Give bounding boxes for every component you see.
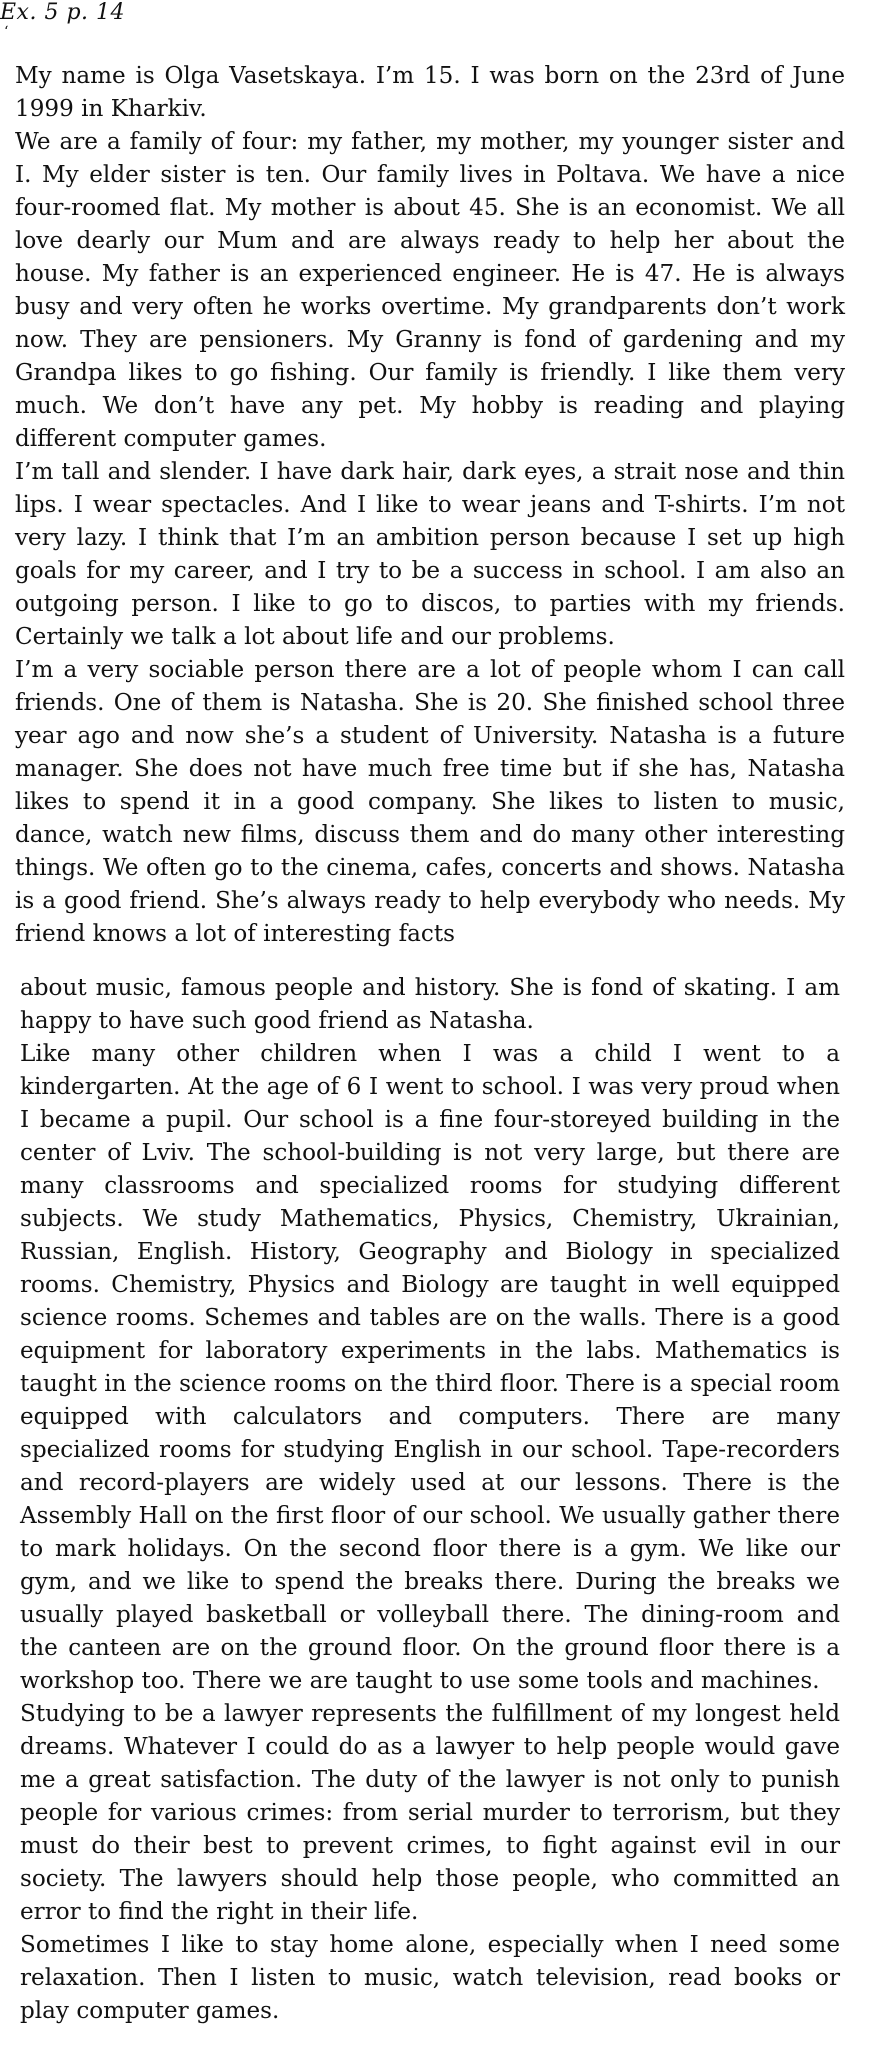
paragraph-family: We are a family of four: my father, my mother, my younger sister and I. My elder sister is ten. Our family lives in Poltava. We have a nice four-roomed flat. My mother is about 45. She is an economist. We all love dearly our Mum and are always ready to help her about the house. My father is an experienced engineer. He is 47. He is always busy and very often he works overtime. My grandparents don’t work now. They are pensioners. My Granny is fond of gardening and my Grandpa likes to go fishing. Our family is friendly. I like them very much. We don’t have any pet. My hobby is reading and playing different computer games. [15,129,845,452]
text-block-bottom [20,972,840,2028]
pen-mark: ‘ [4,24,9,40]
paragraph-appearance: I’m tall and slender. I have dark hair, dark eyes, a strait nose and thin lips. I wear spectacles. And I like to wear jeans and T-shirts. I’m not very lazy. I think that I’m an ambition person because I set up high goals for my career, and I try to be a success in school. I am also an outgoing person. I like to go to discos, to parties with my friends. Certainly we talk a lot about life and our problems. [15,459,845,650]
paragraph-relaxation: Sometimes I like to stay home alone, especially when I need some relaxation. Then I listen to music, watch television, read books or play computer games. [20,1932,840,2024]
paragraph-school: Like many other children when I was a child I went to a kindergarten. At the age of 6 I went to school. I was very proud when I became a pupil. Our school is a fine four-storeyed building in the center of Lviv. The school-building is not very large, but there are many classrooms and specialized rooms for studying different subjects. We study Mathematics, Physics, Chemistry, Ukrainian, Russian, English. History, Geography and Biology in specialized rooms. Chemistry, Physics and Biology are taught in well equipped science rooms. Schemes and tables are on the walls. There is a good equipment for laboratory experiments in the labs. Mathematics is taught in the science rooms on the third floor. There is a special room equipped with calculators and computers. There are many specialized rooms for studying English in our school. Tape-recorders and record-players are widely used at our lessons. There is the Assembly Hall on the first floor of our school. We usually gather there to mark holidays. On the second floor there is a gym. We like our gym, and we like to spend the breaks there. During the breaks we usually played basketball or volleyball there. The dining-room and the canteen are on the ground floor. On the ground floor there is a workshop too. There we are taught to use some tools and machines. [20,1041,840,1694]
text-block-top [15,60,845,951]
paragraph-lawyer: Studying to be a lawyer represents the fulfillment of my longest held dreams. Whatever I could do as a lawyer to help people would gave me a great satisfaction. The duty of the lawyer is not only to punish people for various crimes: from serial murder to terrorism, but they must do their best to prevent crimes, to fight against evil in our society. The lawyers should help those people, who committed an error to find the right in their life. [20,1701,840,1925]
paragraph-friend-continued: about music, famous people and history. She is fond of skating. I am happy to have such good friend as Natasha. [20,975,840,1034]
exercise-reference: Ex. 5 p. 14 [0,0,126,25]
paragraph-intro: My name is Olga Vasetskaya. I’m 15. I was born on the 23rd of June 1999 in Kharkiv. [15,63,845,122]
paragraph-friend: I’m a very sociable person there are a lot of people whom I can call friends. One of them is Natasha. She is 20. She finished school three year ago and now she’s a student of University. Natasha is a future manager. She does not have much free time but if she has, Natasha likes to spend it in a good company. She likes to listen to music, dance, watch new films, discuss them and do many other interesting things. We often go to the cinema, cafes, concerts and shows. Natasha is a good friend. She’s always ready to help everybody who needs. My friend knows a lot of interesting facts [15,657,845,947]
